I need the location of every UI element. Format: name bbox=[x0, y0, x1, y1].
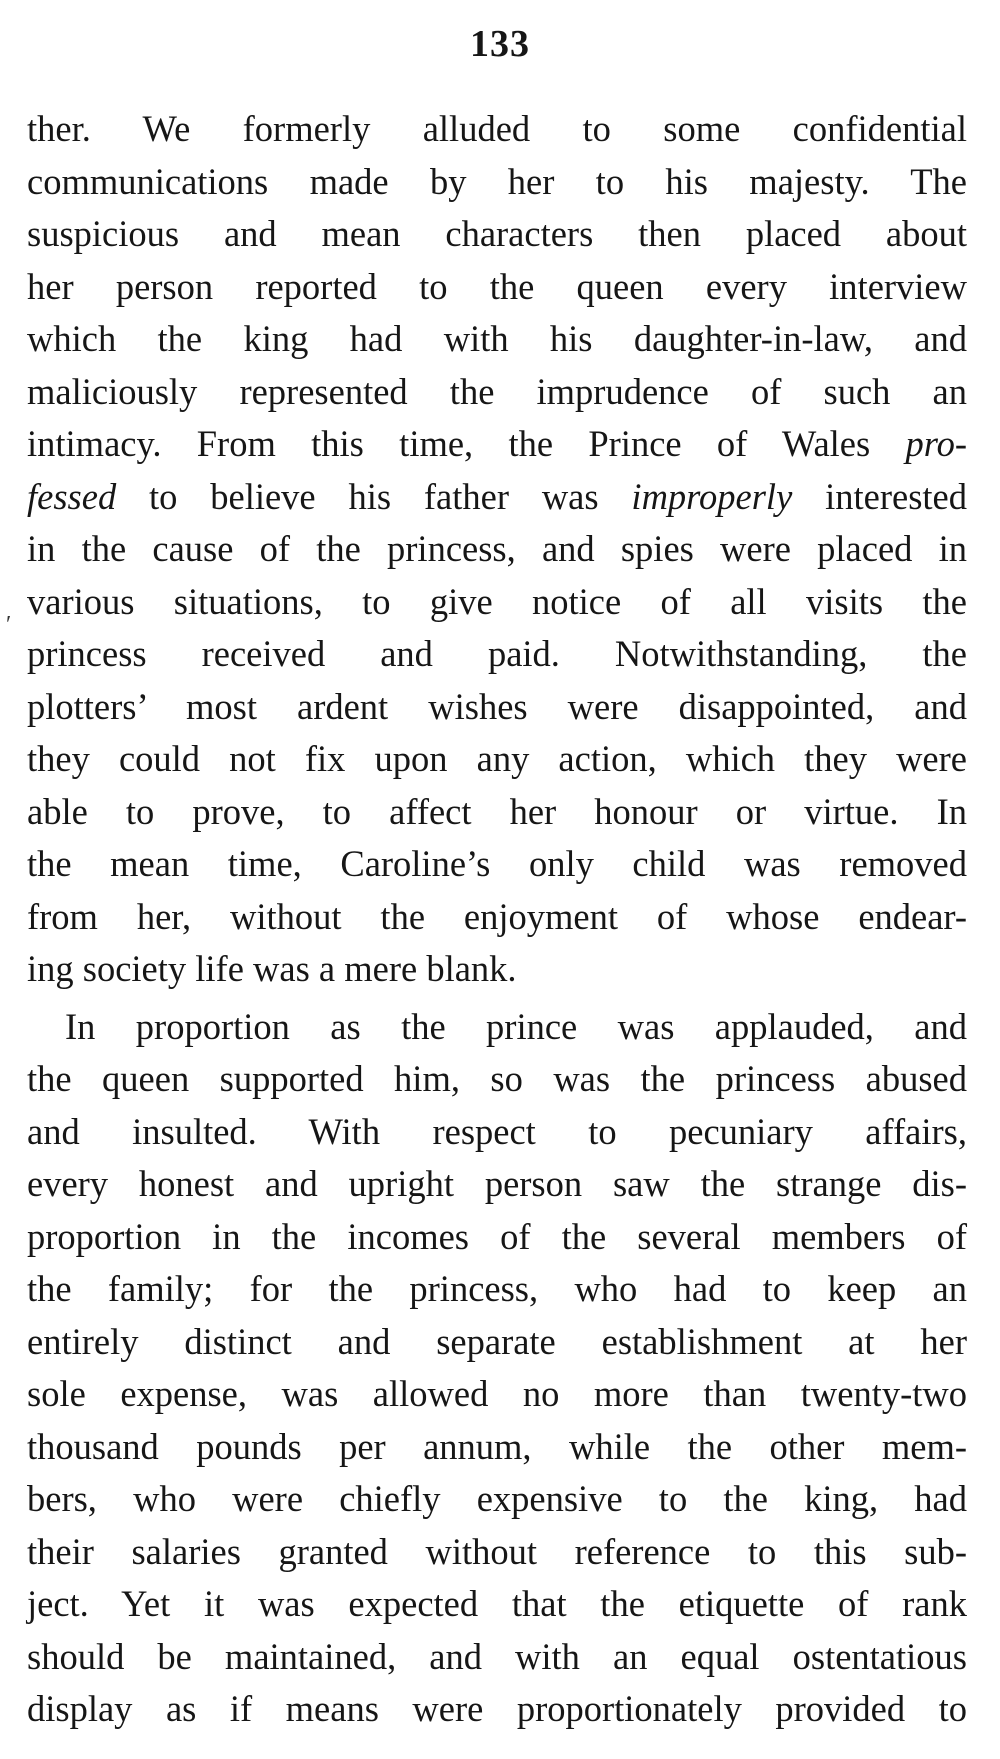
text-line bbox=[27, 628, 967, 681]
text-line bbox=[27, 1053, 967, 1106]
text-line bbox=[27, 1683, 967, 1736]
italic-text: pro- bbox=[905, 423, 967, 464]
text-run: communications made by her to his majesty. The bbox=[27, 160, 967, 202]
text-run: In proportion as the prince was applauded, and bbox=[65, 1005, 967, 1047]
text-run: ing society life was a mere blank. bbox=[27, 948, 517, 989]
text-line bbox=[27, 1001, 967, 1054]
text-line bbox=[27, 786, 967, 839]
body-text bbox=[27, 103, 967, 1736]
text-run: the family; for the princess, who had to keep an bbox=[27, 1268, 967, 1309]
text-line bbox=[27, 156, 967, 209]
margin-mark: ′ bbox=[6, 612, 12, 638]
italic-text: improperly bbox=[631, 475, 793, 517]
text-run: intimacy. From this time, the Prince of Wales bbox=[27, 423, 906, 464]
text-run: ject. Yet it was expected that the etiquette of rank bbox=[27, 1583, 967, 1624]
text-run: various situations, to give notice of all visits the bbox=[27, 580, 967, 622]
text-run: thousand pounds per annum, while the other mem- bbox=[27, 1425, 967, 1467]
text-run: which the king had with his daughter-in-law, and bbox=[27, 318, 967, 359]
text-line bbox=[27, 1316, 967, 1369]
paragraph-2 bbox=[27, 1001, 967, 1736]
text-line bbox=[27, 1106, 967, 1159]
text-run: able to prove, to affect her honour or virtue. In bbox=[27, 790, 967, 832]
text-run: proportion in the incomes of the several members of bbox=[27, 1215, 967, 1257]
italic-text: fessed bbox=[27, 475, 117, 517]
text-line bbox=[27, 471, 967, 524]
text-run: every honest and upright person saw the strange dis- bbox=[27, 1163, 967, 1204]
text-run: sole expense, was allowed no more than twenty-two bbox=[27, 1373, 967, 1414]
page-number: 133 bbox=[470, 23, 530, 65]
text-run: to believe his father was bbox=[116, 475, 632, 517]
text-line bbox=[27, 313, 967, 366]
text-run: interested bbox=[792, 475, 967, 517]
text-run: they could not fix upon any action, which they were bbox=[27, 738, 967, 779]
text-line bbox=[27, 943, 967, 996]
text-line bbox=[27, 1263, 967, 1316]
text-line bbox=[27, 838, 967, 891]
text-line bbox=[27, 523, 967, 576]
text-line bbox=[27, 1211, 967, 1264]
text-line bbox=[27, 1526, 967, 1579]
text-run: maliciously represented the imprudence of such an bbox=[27, 370, 967, 412]
text-run: plotters’ most ardent wishes were disappointed, and bbox=[27, 685, 967, 727]
text-line bbox=[27, 576, 967, 629]
text-line bbox=[27, 418, 967, 471]
text-run: the queen supported him, so was the princess abused bbox=[27, 1058, 967, 1099]
text-run: princess received and paid. Notwithstanding, the bbox=[27, 633, 967, 674]
text-line bbox=[27, 1368, 967, 1421]
text-line bbox=[27, 1631, 967, 1684]
text-line bbox=[27, 208, 967, 261]
text-run: the mean time, Caroline’s only child was removed bbox=[27, 843, 967, 884]
text-line bbox=[27, 891, 967, 944]
text-line bbox=[27, 1578, 967, 1631]
text-run: entirely distinct and separate establishment at her bbox=[27, 1320, 967, 1362]
text-line bbox=[27, 366, 967, 419]
text-run: should be maintained, and with an equal ostentatious bbox=[27, 1635, 967, 1677]
text-run: in the cause of the princess, and spies were placed in bbox=[27, 528, 967, 569]
text-run: from her, without the enjoyment of whose endear- bbox=[27, 895, 967, 937]
text-line bbox=[27, 681, 967, 734]
text-run: their salaries granted without reference to this sub- bbox=[27, 1530, 967, 1572]
text-line bbox=[27, 733, 967, 786]
text-run: her person reported to the queen every interview bbox=[27, 265, 967, 307]
text-run: and insulted. With respect to pecuniary affairs, bbox=[27, 1110, 967, 1152]
text-line bbox=[27, 103, 967, 156]
text-line bbox=[27, 1421, 967, 1474]
text-run: ther. We formerly alluded to some confidential bbox=[27, 108, 967, 149]
text-line bbox=[27, 1473, 967, 1526]
text-line bbox=[27, 261, 967, 314]
paragraph-1 bbox=[27, 103, 967, 996]
text-run: display as if means were proportionately provided to bbox=[27, 1688, 967, 1729]
text-run: bers, who were chiefly expensive to the king, had bbox=[27, 1478, 967, 1519]
text-run: suspicious and mean characters then placed about bbox=[27, 213, 967, 254]
text-line bbox=[27, 1158, 967, 1211]
